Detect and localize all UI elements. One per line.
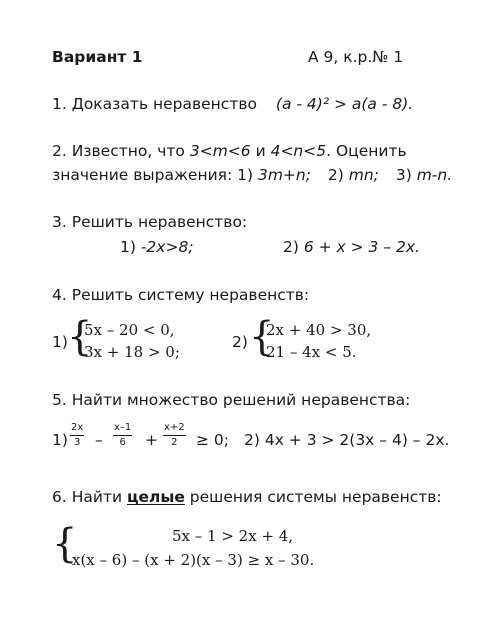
task-3-part-1 xyxy=(120,238,194,257)
task-5-text: 5. Найти множество решений неравенства: xyxy=(52,391,411,409)
fraction-3-denominator: 2 xyxy=(171,437,178,448)
fraction-2-numerator: x–1 xyxy=(113,423,132,436)
fraction-1-numerator: 2x xyxy=(70,423,84,436)
task-4-text: 4. Решить систему неравенств: xyxy=(52,286,310,304)
system-2-line-2: 21 – 4x < 5. xyxy=(266,343,357,361)
task-2-estimate: . Оценить xyxy=(326,142,407,160)
minus-sign: – xyxy=(95,431,103,449)
task-3-part-2-expr: 6 + x > 3 – 2x. xyxy=(303,238,420,256)
system-3-line-1: 5x – 1 > 2x + 4, xyxy=(172,527,294,545)
system-2-line-1: 2x + 40 > 30, xyxy=(266,321,372,339)
task-1-expression: (a - 4)² > a(a - 8). xyxy=(275,95,414,113)
variant-title: Вариант 1 xyxy=(52,48,143,66)
task-5-part-1-tail: ≥ 0; xyxy=(196,431,229,449)
task-2-cond-m: 3<m<6 xyxy=(189,142,251,160)
task-2-option-2-label: 2) xyxy=(327,166,349,184)
task-2-option-3-label: 3) xyxy=(395,166,417,184)
task-6-text-a: 6. Найти xyxy=(52,488,127,506)
system-1-line-2: 3x + 18 > 0; xyxy=(84,343,180,361)
system-2-brace: { xyxy=(249,314,275,360)
fraction-2 xyxy=(113,423,132,448)
task-2-line-2 xyxy=(52,166,452,185)
task-2-text: 2. Известно, что xyxy=(52,142,190,160)
task-2-option-2: mn; xyxy=(348,166,379,184)
test-code: А 9, к.р.№ 1 xyxy=(308,48,404,66)
fraction-3-numerator: x+2 xyxy=(163,423,186,436)
system-1-brace: { xyxy=(67,314,93,360)
fraction-1-denominator: 3 xyxy=(73,437,81,448)
system-1-line-1: 5x – 20 < 0, xyxy=(84,321,175,339)
task-3-text: 3. Решить неравенство: xyxy=(52,213,248,231)
fraction-3 xyxy=(163,423,186,448)
task-2-cond-n: 4<n<5 xyxy=(270,142,327,160)
task-1 xyxy=(52,95,413,114)
fraction-1 xyxy=(70,423,84,448)
task-2-and: и xyxy=(250,142,271,160)
system-1-label: 1) xyxy=(52,333,68,351)
fraction-2-denominator: 6 xyxy=(119,437,126,448)
task-3-part-2 xyxy=(283,238,420,257)
task-5-part-2: 2) 4x + 3 > 2(3x – 4) – 2x. xyxy=(244,431,450,449)
task-3-part-2-label: 2) xyxy=(283,238,304,256)
task-6-text xyxy=(52,488,442,507)
task-2-value-label: значение выражения: 1) xyxy=(52,166,258,184)
task-3-part-1-expr: -2x>8; xyxy=(140,238,194,256)
task-2-option-1: 3m+n; xyxy=(257,166,311,184)
task-2-line-1 xyxy=(52,142,407,161)
system-2-label: 2) xyxy=(232,333,248,351)
plus-sign: + xyxy=(145,431,158,449)
task-2-option-3: m-n. xyxy=(416,166,453,184)
task-6-integer-word: целые xyxy=(126,488,185,506)
task-1-text: 1. Доказать неравенство xyxy=(52,95,257,113)
system-3-line-2: x(x – 6) – (x + 2)(x – 3) ≥ x – 30. xyxy=(72,551,315,569)
task-6-text-b: решения системы неравенств: xyxy=(184,488,442,506)
system-3-brace: { xyxy=(52,521,78,567)
task-3-part-1-label: 1) xyxy=(120,238,141,256)
task-5-part-1-label: 1) xyxy=(52,431,68,449)
